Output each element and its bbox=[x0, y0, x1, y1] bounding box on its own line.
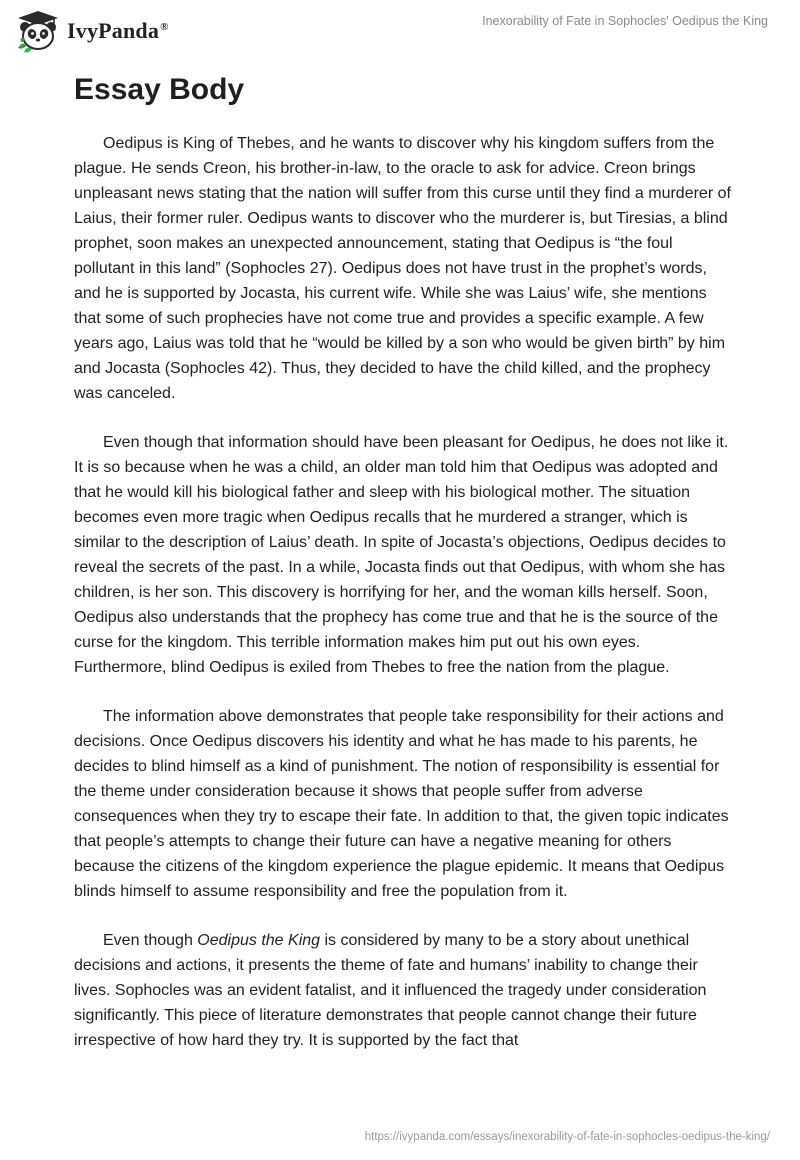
panda-mascot-icon bbox=[15, 8, 61, 54]
essay-body bbox=[74, 131, 734, 1053]
paragraph-4-text-end: is considered by many to be a story about unethical decisions and actions, it presents the theme of fate and humans’ inability to change their lives. Sophocles was an evident fatalist, and it influenced the tragedy under consideration significantly. This piece of literature demonstrates that people cannot change their future irrespective of how hard they try. It is supported by the fact that bbox=[74, 932, 707, 1049]
ivypanda-logo[interactable] bbox=[15, 8, 169, 54]
page-title: Essay Body bbox=[74, 73, 245, 106]
paragraph-3: The information above demonstrates that people take responsibility for their actions and decisions. Once Oedipus discovers his identity and what he has made to his parents, he decides to blind himself as a kind of punishment. The notion of responsibility is essential for the theme under consideration because it shows that people suffer from adverse consequences when they try to escape their fate. In addition to that, the given topic indicates that people’s attempts to change their future can have a negative meaning for others because the citizens of the kingdom experience the plague epidemic. It means that Oedipus blinds himself to assume responsibility and free the population from it. bbox=[74, 708, 729, 900]
paragraph-4 bbox=[74, 928, 734, 1053]
registered-mark: ® bbox=[160, 20, 169, 33]
book-title: Oedipus the King bbox=[197, 932, 321, 949]
document-title: Inexorability of Fate in Sophocles' Oedipus the King bbox=[482, 14, 768, 28]
paragraph-2: Even though that information should have been pleasant for Oedipus, he does not like it. It is so because when he was a child, an older man told him that Oedipus was adopted and that he would kill his biological father and sleep with his biological mother. The situation becomes even more tragic when Oedipus recalls that he murdered a stranger, which is similar to the description of Laius’ death. In spite of Jocasta’s objections, Oedipus decides to reveal the secrets of the past. In a while, Jocasta finds out that Oedipus, with whom she has children, is her son. This discovery is horrifying for her, and the woman kills herself. Soon, Oedipus also understands that the prophecy has come true and that he is the source of the curse for the kingdom. This terrible information makes him put out his own eyes. Furthermore, blind Oedipus is exiled from Thebes to free the nation from the plague. bbox=[74, 434, 729, 676]
paragraph-4-text-start: Even though bbox=[103, 932, 198, 949]
source-url[interactable]: https://ivypanda.com/essays/inexorability-of-fate-in-sophocles-oedipus-the-king/ bbox=[364, 1131, 770, 1143]
page-header bbox=[0, 0, 800, 60]
paragraph-1: Oedipus is King of Thebes, and he wants to discover why his kingdom suffers from the plague. He sends Creon, his brother-in-law, to the oracle to ask for advice. Creon brings unpleasant news stating that the nation will suffer from this curse until they find a murderer of Laius, their former ruler. Oedipus wants to discover who the murderer is, but Tiresias, a blind prophet, soon makes an unexpected announcement, stating that Oedipus is “the foul pollutant in this land” (Sophocles 27). Oedipus does not have trust in the prophet’s words, and he is supported by Jocasta, his current wife. While she was Laius’ wife, she mentions that some of such prophecies have not come true and provides a specific example. A few years ago, Laius was told that he “would be killed by a son who would be given birth” by him and Jocasta (Sophocles 42). Thus, they decided to have the child killed, and the prophecy was canceled. bbox=[74, 135, 731, 402]
logo-wordmark: IvyPanda® bbox=[67, 18, 169, 43]
